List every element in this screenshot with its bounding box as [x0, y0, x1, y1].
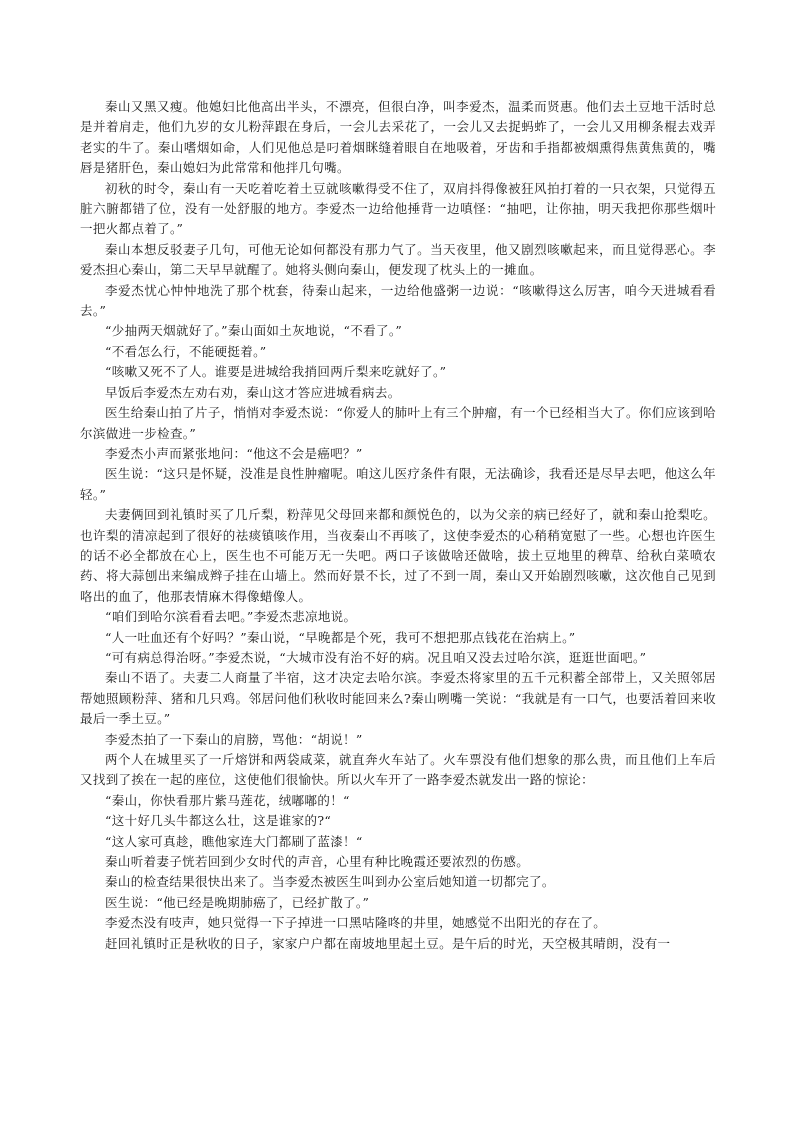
- paragraph: 两个人在城里买了一斤熔饼和两袋咸菜，就直奔火车站了。火车票没有他们想象的那么贵，而且他们上车后又找到了挨在一起的座位，这使他们很愉快。所以火车开了一路李爱杰就发出一路的惊论：: [80, 752, 716, 788]
- paragraph: 秦山又黑又瘦。他媳妇比他高出半头，不漂亮，但很白净，叫李爱杰，温柔而贤惠。他们去土豆地干活时总是并着肩走，他们九岁的女儿粉萍跟在身后，一会儿去采花了，一会儿又去捉蚂蚱了，一会儿又用柳条棍去戏弄老实的牛了。秦山嗜烟如命，人们见他总是叼着烟眯缝着眼自在地吸着，牙齿和手指都被烟熏得焦黄焦黄的，嘴唇是猪肝色，秦山媳妇为此常常和他拌几句嘴。: [80, 99, 716, 176]
- paragraph: 李爱杰没有吱声，她只觉得一下子掉进一口黑咕隆咚的井里，她感觉不出阳光的存在了。: [105, 915, 607, 931]
- paragraph: “秦山，你快看那片紫马莲花，绒嘟嘟的！“: [105, 792, 350, 808]
- paragraph: 夫妻俩回到礼镇时买了几斤梨，粉萍见父母回来都和颜悦色的，以为父亲的病已经好了，就和秦山抢梨吃。也许梨的清凉起到了很好的祛痰镇咳作用，当夜秦山不再咳了，这使李爱杰的心稍稍宽慰了一些。心想也许医生的话不必全都放在心上，医生也不可能万无一失吧。两口子该做啥还做啥，拔土豆地里的稗草、给秋白菜喷农药、将大蒜刨出来编成辫子挂在山墙上。然而好景不长，过了不到一周，秦山又开始剧烈咳嗽，这次他自己见到咯出的血了，他那表情麻木得像蜡像人。: [80, 507, 716, 604]
- paragraph: 秦山不语了。夫妻二人商量了半宿，这才决定去哈尔滨。李爱杰将家里的五千元积蓄全部带上，又关照邻居帮她照顾粉萍、猪和几只鸡。邻居问他们秋收时能回来么?秦山咧嘴一笑说：“我就是有一口气，也要活着回来收最后一季土豆。”: [80, 670, 717, 727]
- paragraph: “不看怎么行，不能硬挺着。”: [105, 343, 267, 359]
- paragraph: 李爱杰拍了一下秦山的肩膀，骂他：“胡说！”: [105, 731, 363, 747]
- paragraph: 医生说：“他已经是晚期肺癌了，已经扩散了。”: [105, 894, 370, 910]
- paragraph: 医生说：“这只是怀疑，没准是良性肿瘤呢。咱这儿医疗条件有限，无法确诊，我看还是尽早去吧，他这么年轻。”: [80, 466, 716, 502]
- paragraph: “这人家可真趁，瞧他家连大门都刷了蓝漆！“: [105, 833, 363, 849]
- paragraph: “咳嗽又死不了人。谁要是进城给我捎回两斤梨来吃就好了。”: [105, 364, 447, 380]
- paragraph: 早饭后李爱杰左劝右劝，秦山这才答应进城看病去。: [105, 384, 401, 400]
- paragraph: 李爱杰忧心忡忡地洗了那个枕套，待秦山起来，一边给他盛粥一边说：“咳嗽得这么厉害，咱今天进城看看去。”: [80, 282, 716, 319]
- paragraph: 初秋的时令，秦山有一天吃着吃着土豆就咳嗽得受不住了，双肩抖得像被狂风拍打着的一只衣架，只觉得五脏六腑都错了位，没有一处舒服的地方。李爱杰一边给他捶背一边嗔怪：“抽吧，让你抽，明天我把你那些烟叶一把火都点着了。”: [80, 180, 716, 237]
- paragraph: 赶回礼镇时正是秋收的日子，家家户户都在南坡地里起土豆。是午后的时光，天空极其晴朗，没有一: [105, 935, 671, 951]
- paragraph: “这十好几头牛都这么壮，这是谁家的?“: [105, 813, 332, 829]
- paragraph: 秦山的检查结果很快出来了。当李爱杰被医生叫到办公室后她知道一切都完了。: [105, 874, 555, 890]
- paragraph: 李爱杰小声而紧张地问：“他这不会是癌吧？”: [105, 445, 363, 461]
- paragraph: 医生给秦山拍了片子，悄悄对李爱杰说：“你爱人的肺叶上有三个肿瘤，有一个已经相当大了。你们应该到哈尔滨做进一步检查。”: [80, 405, 716, 441]
- paragraph: 秦山本想反驳妻子几句，可他无论如何都没有那力气了。当天夜里，他又剧烈咳嗽起来，而且觉得恶心。李爱杰担心秦山，第二天早早就醒了。她将头侧向秦山，便发现了枕头上的一摊血。: [80, 241, 716, 278]
- paragraph: “咱们到哈尔滨看看去吧。”李爱杰悲凉地说。: [105, 609, 357, 625]
- body-text: [80, 97, 716, 954]
- paragraph: “人一吐血还有个好吗？”秦山说，“早晚都是个死，我可不想把那点钱花在治病上。”: [105, 629, 576, 645]
- paragraph: 秦山听着妻子恍若回到少女时代的声音，心里有种比晚霞还要浓烈的伤感。: [105, 854, 530, 870]
- paragraph: “少抽两天烟就好了。”秦山面如土灰地说，“不看了。”: [105, 323, 403, 339]
- paragraph: “可有病总得治呀。”李爱杰说，“大城市没有治不好的病。况且咱又没去过哈尔滨，逛逛世面吧。”: [105, 649, 647, 665]
